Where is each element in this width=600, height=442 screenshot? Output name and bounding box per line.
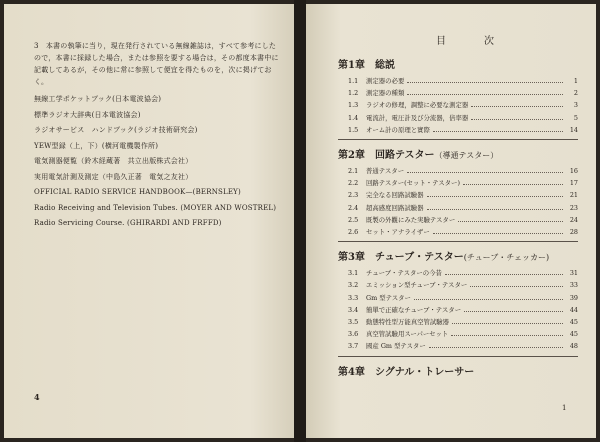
section-number: 3.1 [348, 269, 359, 278]
toc-entry[interactable] [338, 75, 578, 87]
section-title: 測定器の種類 [366, 89, 405, 98]
section-number: 2.3 [348, 191, 359, 200]
section-title: 超高感度回路試驗器 [366, 203, 424, 212]
dot-leader [445, 274, 563, 275]
chapter-divider [338, 139, 578, 140]
chapter-divider [338, 356, 578, 357]
chapter-heading [338, 146, 578, 161]
dot-leader [407, 82, 563, 83]
chapter-title: 第3章 チューブ・テスター [338, 252, 464, 264]
dot-leader [407, 172, 563, 173]
section-page-number: 24 [569, 215, 578, 224]
toc-title: 目 次 [436, 36, 508, 47]
section-page-number: 5 [573, 113, 578, 122]
toc-entry[interactable] [338, 112, 578, 124]
section-page-number: 31 [569, 269, 578, 278]
section-page-number: 45 [569, 318, 578, 327]
section-page-number: 1 [573, 77, 578, 85]
section-page-number: 14 [569, 125, 578, 134]
chapter-title: 第2章 回路テスター [338, 150, 435, 162]
section-number: 3.5 [348, 318, 359, 327]
reference-item: Radio Servicing Course. (GHIRARDI AND FRFFD) [34, 219, 222, 227]
dot-leader [470, 286, 563, 287]
reference-item: ラジオサービス ハンドブック(ラジオ技術研究会) [34, 126, 198, 134]
section-page-number: 21 [569, 191, 578, 200]
section-page-number: 3 [573, 101, 578, 110]
section-page-number: 48 [569, 342, 578, 351]
toc-entry[interactable] [338, 214, 578, 226]
section-title: チューブ・テスターの今昔 [366, 269, 442, 278]
section-title: 回路テスター(セット・テスター) [366, 179, 460, 188]
section-title: 測定器の必要 [366, 77, 405, 85]
dot-leader [452, 323, 563, 324]
chapter-title: 第4章 シグナル・トレーサー [338, 366, 475, 378]
chapter-heading [338, 56, 578, 71]
section-number: 2.5 [348, 215, 359, 224]
chapter-subtitle: （導通テスター） [434, 151, 499, 161]
chapter-title: 第1章 総説 [338, 60, 395, 71]
book-gutter [294, 0, 306, 442]
section-number: 1.4 [348, 113, 359, 122]
right-page-number: 1 [562, 404, 567, 412]
section-page-number: 44 [569, 305, 578, 314]
right-page [306, 4, 596, 438]
section-number: 3.4 [348, 305, 359, 314]
section-number: 2.2 [348, 179, 359, 188]
section-page-number: 2 [573, 89, 578, 98]
section-page-number: 16 [569, 167, 578, 176]
dot-leader [433, 233, 563, 234]
section-title: 動態特性型万能真空管試驗器 [366, 318, 450, 327]
toc-entry[interactable] [338, 177, 578, 189]
section-page-number: 28 [569, 228, 578, 237]
section-number: 3.6 [348, 330, 359, 339]
section-title: 完全なる回路試驗器 [366, 191, 424, 200]
reference-item: 実用電気計測及測定（中島久正著 電気之友社） [34, 172, 193, 181]
section-title: 國産 Gm 型テスター [366, 342, 426, 351]
reference-item: YEW型録（上，下）(横河電機製作所) [34, 141, 159, 150]
dot-leader [458, 221, 563, 222]
section-page-number: 39 [569, 293, 578, 302]
dot-leader [407, 94, 563, 95]
dot-leader [433, 131, 563, 132]
reference-item: 無線工学ポケットブック(日本電波協会) [34, 95, 162, 103]
section-title: 簡單で正確なチューブ・テスター [366, 305, 462, 314]
section-title: オーム計の原理と實際 [366, 125, 430, 134]
toc-entry[interactable] [338, 292, 578, 304]
dot-leader [471, 119, 563, 120]
section-number: 1.2 [348, 89, 359, 98]
toc-entry[interactable] [338, 87, 578, 99]
toc-entry[interactable] [338, 99, 578, 111]
section-number: 3.3 [348, 293, 359, 302]
toc-entry[interactable] [338, 328, 578, 340]
table-of-contents [338, 50, 578, 382]
section-title: 真空管試驗用スーパーセット [366, 330, 449, 339]
chapter-heading [338, 248, 578, 263]
reference-item: 電気測器便覧（鈴木経蔵著 共立出版株式会社） [34, 157, 193, 165]
reference-item: 標準ラジオ大辞典(日本電波協会) [34, 110, 141, 119]
toc-entry[interactable] [338, 304, 578, 316]
toc-entry[interactable] [338, 189, 578, 201]
section-title: ラジオの修理，調整に必要な測定器 [366, 101, 469, 110]
left-page [4, 4, 294, 438]
left-page-number: 4 [34, 392, 40, 402]
reference-item: OFFICIAL RADIO SERVICE HANDBOOK—(BERNSLEY) [34, 188, 241, 196]
dot-leader [414, 299, 563, 300]
section-title: 普通テスター [366, 167, 405, 176]
toc-entry[interactable] [338, 316, 578, 328]
section-page-number: 17 [569, 179, 578, 188]
left-page-content [34, 40, 279, 232]
intro-paragraph: 3 本書の執筆に当り，現在発行されている無線雑誌は，すべて参考にしたので，本書に採録した場合，または参照を要する場合は，その都度本書中に記載してあるが，その他に常に参照して便宜を得たものを，次に掲げておく。 [34, 42, 279, 86]
toc-entry[interactable] [338, 165, 578, 177]
section-number: 1.1 [348, 77, 359, 85]
section-number: 3.7 [348, 342, 359, 351]
section-page-number: 33 [569, 281, 578, 290]
section-title: 既製の外觀にみた実驗テスター [366, 215, 456, 224]
dot-leader [464, 311, 563, 312]
section-title: Gm 型テスター [366, 293, 411, 302]
dot-leader [463, 184, 563, 185]
chapter-heading [338, 363, 578, 378]
chapter-subtitle: (チューブ・チェッカー) [463, 253, 550, 263]
section-number: 1.3 [348, 101, 359, 110]
section-page-number: 45 [569, 330, 578, 339]
reference-list [34, 92, 279, 232]
reference-item: Radio Receiving and Television Tubes. (MOYER AND WOSTREL) [34, 203, 277, 212]
dot-leader [471, 106, 563, 107]
section-number: 3.2 [348, 281, 359, 290]
toc-entry[interactable] [338, 202, 578, 214]
dot-leader [427, 196, 563, 197]
section-title: エミッション型チューブ・テスター [366, 281, 468, 290]
section-number: 1.5 [348, 125, 359, 134]
toc-entry[interactable] [338, 124, 578, 136]
toc-entry[interactable] [338, 340, 578, 352]
toc-entry[interactable] [338, 267, 578, 279]
toc-entry[interactable] [338, 279, 578, 291]
toc-entry[interactable] [338, 226, 578, 238]
section-number: 2.4 [348, 203, 359, 212]
dot-leader [429, 347, 563, 348]
section-number: 2.1 [348, 167, 359, 176]
section-number: 2.6 [348, 228, 359, 237]
section-page-number: 23 [569, 203, 578, 212]
chapter-divider [338, 241, 578, 242]
section-title: セット・アナライザー [366, 228, 430, 237]
section-title: 電流計，電圧計及び分流器，倍率器 [366, 113, 469, 122]
dot-leader [451, 335, 563, 336]
dot-leader [427, 209, 563, 210]
